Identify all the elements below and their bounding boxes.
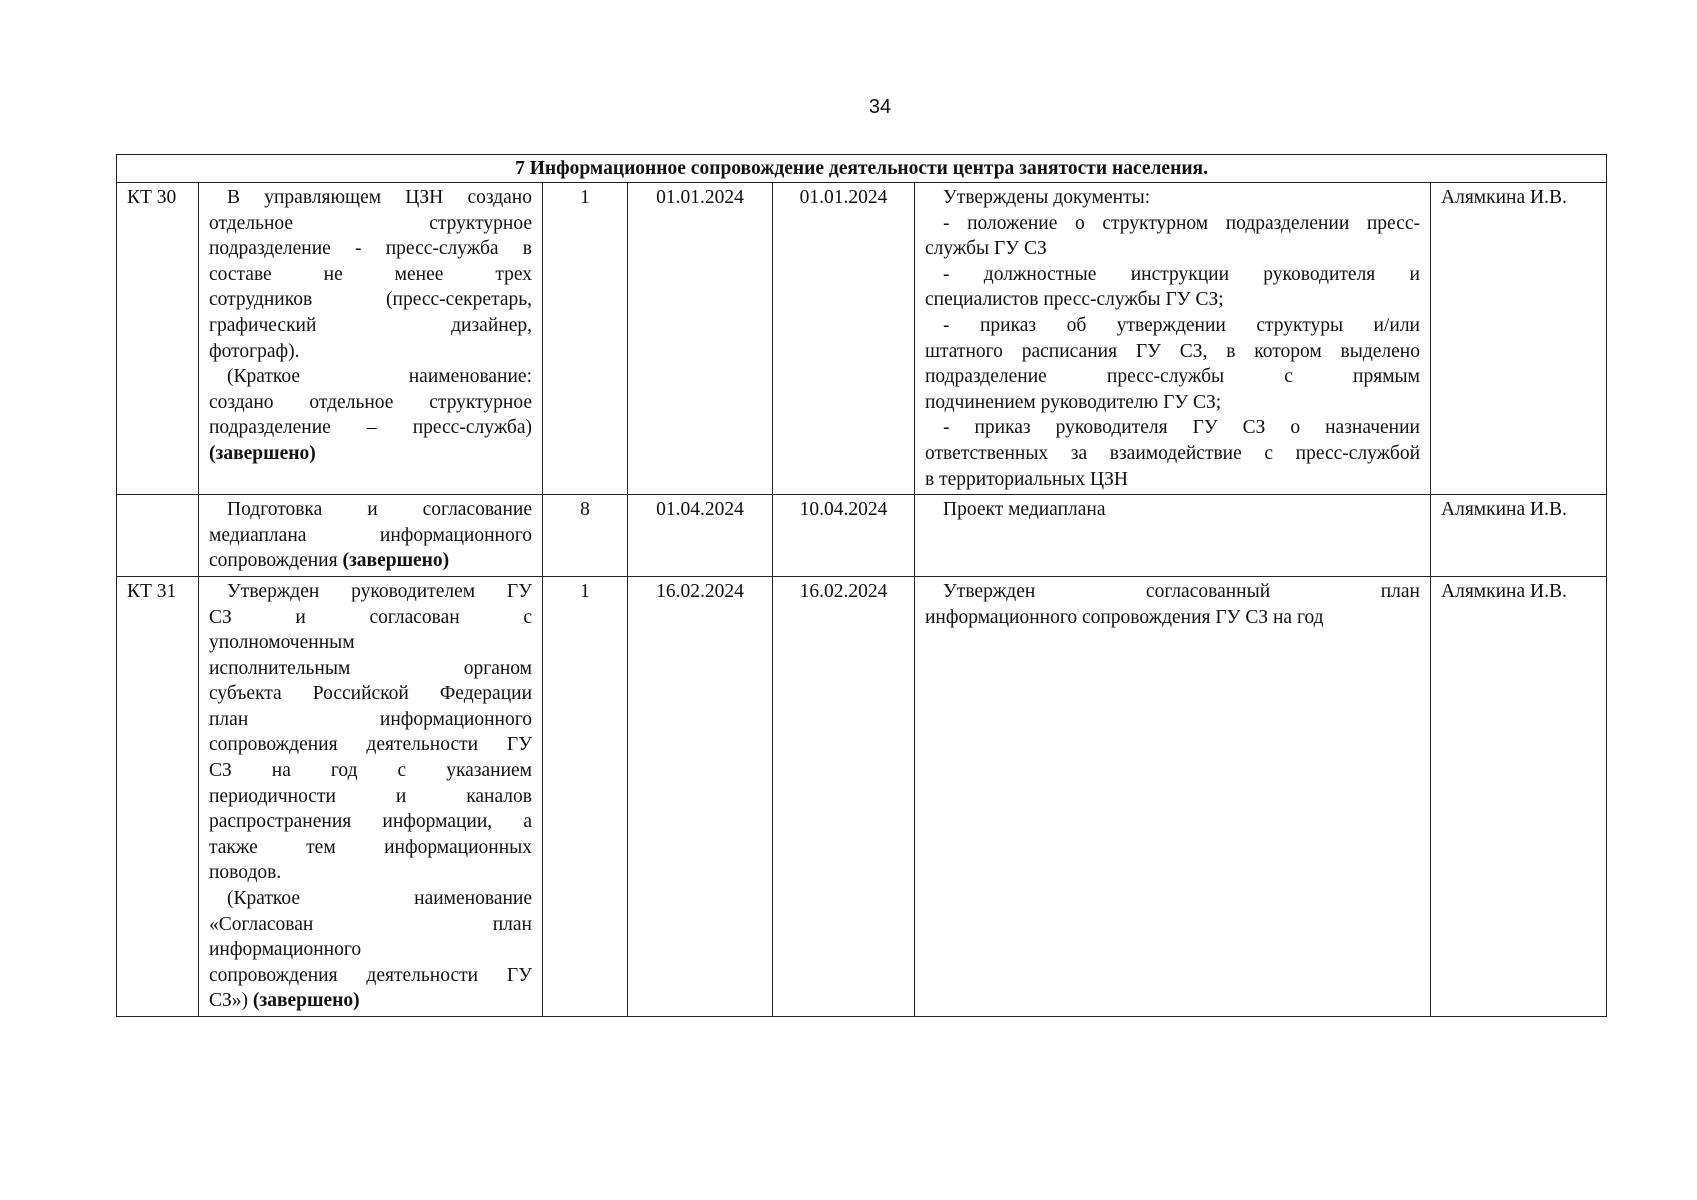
- result-line: в территориальных ЦЗН: [925, 468, 1128, 490]
- description-line: информационного: [209, 939, 362, 961]
- description-line: периодичности и каналов: [209, 785, 532, 807]
- description-line: графический дизайнер,: [209, 314, 532, 336]
- table-row: [117, 183, 1607, 495]
- description-text: СЗ»): [209, 990, 249, 1012]
- description-line: подразделение - пресс-служба в: [209, 238, 532, 260]
- description-line: медиаплана информационного: [209, 524, 532, 546]
- result-line: Утвержден согласованный план: [943, 580, 1420, 602]
- description-line: Подготовка и согласование: [227, 499, 532, 521]
- result-line: - положение о структурном подразделении пресс-: [943, 212, 1420, 234]
- description-line: фотограф).: [209, 340, 300, 362]
- result-line: службы ГУ СЗ: [925, 238, 1047, 260]
- description-line: [209, 988, 532, 1014]
- description-line: В управляющем ЦЗН создано: [227, 187, 532, 208]
- result-line: подразделение пресс-службы с прямым: [925, 366, 1420, 388]
- task-description: [199, 576, 543, 1016]
- result-line: специалистов пресс-службы ГУ СЗ;: [925, 289, 1224, 311]
- page-number: 34: [868, 96, 892, 118]
- quantity-cell: 1: [543, 576, 628, 1016]
- description-line: сопровождения деятельности ГУ: [209, 964, 532, 986]
- description-line: (Краткое наименование:: [227, 366, 532, 388]
- description-line: субъекта Российской Федерации: [209, 683, 532, 705]
- result-line: - должностные инструкции руководителя и: [943, 263, 1420, 285]
- description-line: поводов.: [209, 862, 282, 884]
- description-line: сотрудников (пресс-секретарь,: [209, 289, 532, 311]
- quantity-cell: 1: [543, 183, 628, 495]
- task-description: [199, 495, 543, 577]
- description-line: «Согласован план: [209, 913, 532, 935]
- end-date-cell: 01.01.2024: [773, 183, 915, 495]
- result-line: штатного расписания ГУ СЗ, в котором выделено: [925, 340, 1420, 362]
- start-date-cell: 01.01.2024: [628, 183, 773, 495]
- start-date-cell: 01.04.2024: [628, 495, 773, 577]
- result-cell: [915, 495, 1431, 577]
- description-line: исполнительным органом: [209, 657, 532, 679]
- task-description: [199, 183, 543, 495]
- quantity-cell: 8: [543, 495, 628, 577]
- description-line: уполномоченным: [209, 632, 355, 654]
- responsible-cell: Алямкина И.В.: [1431, 495, 1607, 577]
- responsible-cell: Алямкина И.В.: [1431, 183, 1607, 495]
- end-date-cell: 16.02.2024: [773, 576, 915, 1016]
- status-label: (завершено): [252, 990, 360, 1012]
- end-date-cell: 10.04.2024: [773, 495, 915, 577]
- result-line: Проект медиаплана: [943, 499, 1106, 521]
- result-line: подчинением руководителю ГУ СЗ;: [925, 391, 1222, 413]
- description-line: СЗ и согласован с: [209, 606, 532, 628]
- description-line: (Краткое наименование: [227, 888, 532, 910]
- status-label: (завершено): [342, 550, 450, 572]
- description-line: составе не менее трех: [209, 263, 532, 285]
- plan-table: [116, 154, 1607, 1017]
- responsible-cell: Алямкина И.В.: [1431, 576, 1607, 1016]
- control-point-code: [117, 495, 199, 577]
- result-cell: [915, 576, 1431, 1016]
- result-line: информационного сопровождения ГУ СЗ на год: [925, 606, 1324, 628]
- control-point-code: КТ 30: [117, 183, 199, 495]
- description-line: отдельное структурное: [209, 212, 532, 234]
- description-line: [209, 548, 532, 574]
- status-label: (завершено): [209, 442, 316, 464]
- start-date-cell: 16.02.2024: [628, 576, 773, 1016]
- result-line: - приказ об утверждении структуры и/или: [943, 314, 1420, 336]
- control-point-code: КТ 31: [117, 576, 199, 1016]
- description-line: СЗ на год с указанием: [209, 760, 532, 782]
- result-line: - приказ руководителя ГУ СЗ о назначении: [943, 417, 1420, 439]
- description-line: подразделение – пресс-служба): [209, 417, 532, 439]
- result-cell: [915, 183, 1431, 495]
- result-line: Утверждены документы:: [943, 187, 1151, 208]
- description-text: сопровождения: [209, 550, 338, 572]
- table-row: [117, 495, 1607, 577]
- section-header-row: [117, 155, 1607, 183]
- table-row: [117, 576, 1607, 1016]
- description-line: план информационного: [209, 708, 532, 730]
- description-line: создано отдельное структурное: [209, 391, 532, 413]
- section-title: 7 Информационное сопровождение деятельности центра занятости населения.: [117, 155, 1607, 183]
- description-line: распространения информации, а: [209, 811, 532, 833]
- description-line: также тем информационных: [209, 836, 532, 858]
- description-line: сопровождения деятельности ГУ: [209, 734, 532, 756]
- description-line: Утвержден руководителем ГУ: [227, 580, 532, 602]
- result-line: ответственных за взаимодействие с пресс-службой: [925, 442, 1420, 464]
